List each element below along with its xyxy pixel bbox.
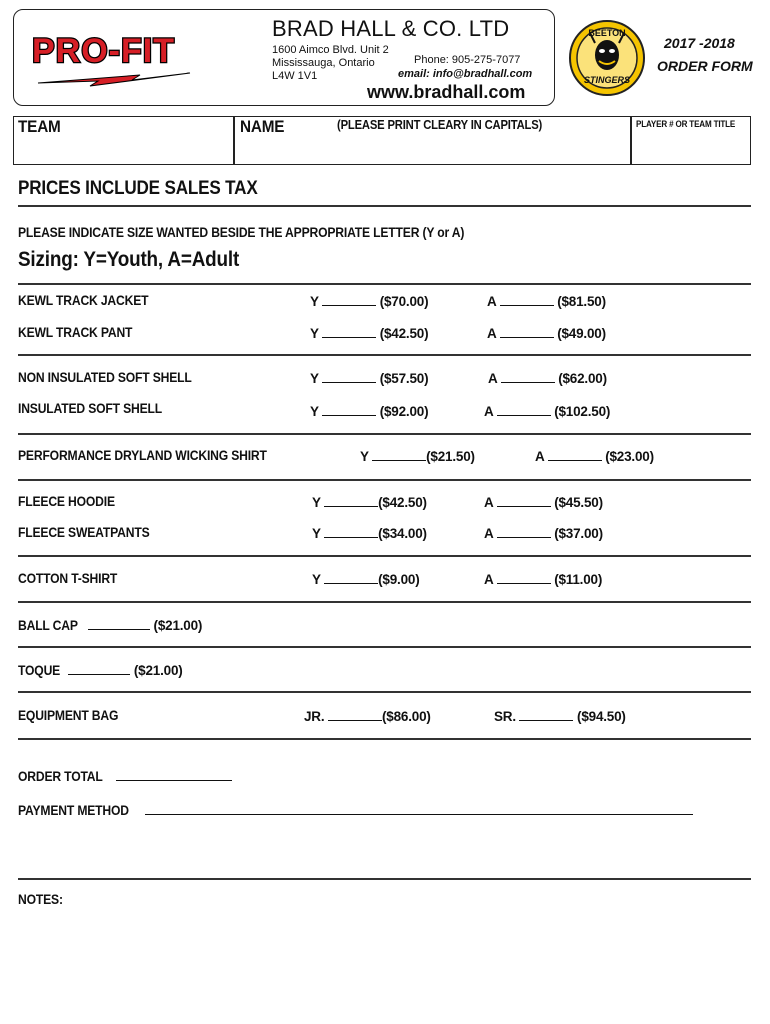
adult-price: ($23.00) <box>605 449 654 464</box>
payment-method-label: PAYMENT METHOD <box>18 803 129 818</box>
separator <box>18 479 751 481</box>
adult-label: A <box>487 294 497 309</box>
separator <box>18 738 751 740</box>
season: 2017 -2018 <box>664 35 735 51</box>
email-address: email: info@bradhall.com <box>398 68 533 80</box>
adult-label: A <box>484 526 494 541</box>
youth-qty-field[interactable] <box>322 403 376 416</box>
jr-label: JR. <box>304 709 325 724</box>
item-name: BALL CAP <box>18 618 78 633</box>
youth-price: ($42.50) <box>379 326 429 341</box>
youth-price: ($21.50) <box>426 449 475 464</box>
toque-qty-field[interactable] <box>68 662 130 675</box>
sizing-title: Sizing: Y=Youth, A=Adult <box>18 248 240 271</box>
youth-price: ($70.00) <box>379 294 429 309</box>
adult-label: A <box>484 572 494 587</box>
item-name: PERFORMANCE DRYLAND WICKING SHIRT <box>18 448 267 463</box>
separator <box>18 691 751 693</box>
logo-text: PRO-FIT <box>32 32 175 70</box>
youth-label: Y <box>312 572 321 587</box>
youth-price: ($34.00) <box>378 526 427 541</box>
adult-qty-field[interactable] <box>500 293 554 306</box>
team-field[interactable] <box>16 138 230 162</box>
adult-price: ($11.00) <box>554 572 603 587</box>
adult-qty-field[interactable] <box>500 325 554 338</box>
youth-qty-field[interactable] <box>324 494 378 507</box>
adult-label: A <box>488 371 498 386</box>
youth-label: Y <box>310 326 319 341</box>
youth-price: ($9.00) <box>378 572 420 587</box>
adult-label: A <box>535 449 545 464</box>
separator <box>18 555 751 557</box>
team-logo-bottom-text: STINGERS <box>583 75 631 85</box>
youth-qty-field[interactable] <box>322 293 376 306</box>
adult-price: ($37.00) <box>554 526 603 541</box>
notes-field[interactable] <box>16 912 751 1012</box>
adult-label: A <box>484 404 494 419</box>
name-field[interactable] <box>238 138 626 162</box>
pro-fit-logo <box>30 28 210 90</box>
sr-qty-field[interactable] <box>519 708 573 721</box>
youth-label: Y <box>312 495 321 510</box>
youth-qty-field[interactable] <box>324 571 378 584</box>
separator <box>18 601 751 603</box>
youth-price: ($92.00) <box>379 404 429 419</box>
player-label: PLAYER # OR TEAM TITLE <box>636 119 736 130</box>
item-name: INSULATED SOFT SHELL <box>18 401 162 416</box>
item-name: EQUIPMENT BAG <box>18 708 119 723</box>
youth-label: Y <box>310 404 319 419</box>
form-title: ORDER FORM <box>657 58 753 74</box>
player-field[interactable] <box>634 138 748 162</box>
order-total-field[interactable] <box>116 768 232 781</box>
item-name: KEWL TRACK PANT <box>18 325 133 340</box>
address-line-3: L4W 1V1 <box>272 70 318 82</box>
payment-method-field[interactable] <box>145 802 693 815</box>
youth-price: ($42.50) <box>378 495 427 510</box>
website[interactable]: www.bradhall.com <box>367 82 526 102</box>
address-line-1: 1600 Aimco Blvd. Unit 2 <box>272 44 389 56</box>
item-price: ($21.00) <box>133 663 183 678</box>
adult-qty-field[interactable] <box>497 571 551 584</box>
jr-qty-field[interactable] <box>328 708 382 721</box>
phone-number: Phone: 905-275-7077 <box>414 54 521 66</box>
item-name: NON INSULATED SOFT SHELL <box>18 370 192 385</box>
item-name: FLEECE HOODIE <box>18 494 115 509</box>
adult-qty-field[interactable] <box>497 525 551 538</box>
youth-label: Y <box>312 526 321 541</box>
separator <box>18 646 751 648</box>
notes-label: NOTES: <box>18 892 63 907</box>
name-label: NAME <box>240 117 285 136</box>
company-name: BRAD HALL & CO. LTD <box>272 16 510 41</box>
youth-qty-field[interactable] <box>324 525 378 538</box>
separator <box>18 205 751 207</box>
youth-label: Y <box>360 449 369 464</box>
team-logo-top-text: BEETON <box>588 28 626 38</box>
adult-label: A <box>484 495 494 510</box>
adult-qty-field[interactable] <box>497 403 551 416</box>
item-price: ($21.00) <box>153 618 203 633</box>
adult-price: ($81.50) <box>557 294 606 309</box>
youth-label: Y <box>310 371 319 386</box>
item-name: FLEECE SWEATPANTS <box>18 525 150 540</box>
adult-price: ($49.00) <box>557 326 606 341</box>
adult-price: ($102.50) <box>554 404 611 419</box>
adult-qty-field[interactable] <box>497 494 551 507</box>
divider <box>630 116 632 165</box>
adult-label: A <box>487 326 497 341</box>
item-name: COTTON T-SHIRT <box>18 571 118 586</box>
sr-price: ($94.50) <box>577 709 626 724</box>
separator <box>18 878 751 880</box>
address-line-2: Mississauga, Ontario <box>272 57 375 69</box>
divider <box>233 116 235 165</box>
youth-qty-field[interactable] <box>322 325 376 338</box>
youth-qty-field[interactable] <box>372 448 426 461</box>
youth-qty-field[interactable] <box>322 370 376 383</box>
ball-cap-qty-field[interactable] <box>88 617 150 630</box>
stingers-team-logo <box>568 19 646 97</box>
adult-qty-field[interactable] <box>501 370 555 383</box>
sr-label: SR. <box>494 709 516 724</box>
separator <box>18 354 751 356</box>
team-label: TEAM <box>18 117 61 136</box>
youth-label: Y <box>310 294 319 309</box>
size-instruction: PLEASE INDICATE SIZE WANTED BESIDE THE APPROPRIATE LETTER (Y or A) <box>18 225 465 240</box>
adult-price: ($45.50) <box>554 495 603 510</box>
separator <box>18 283 751 285</box>
separator <box>18 433 751 435</box>
prices-note: PRICES INCLUDE SALES TAX <box>18 178 258 199</box>
item-name: KEWL TRACK JACKET <box>18 293 149 308</box>
item-name: TOQUE <box>18 663 61 678</box>
name-note: (PLEASE PRINT CLEARY IN CAPITALS) <box>337 118 543 132</box>
adult-qty-field[interactable] <box>548 448 602 461</box>
jr-price: ($86.00) <box>381 709 431 724</box>
adult-price: ($62.00) <box>558 371 607 386</box>
order-total-label: ORDER TOTAL <box>18 769 103 784</box>
youth-price: ($57.50) <box>379 371 429 386</box>
